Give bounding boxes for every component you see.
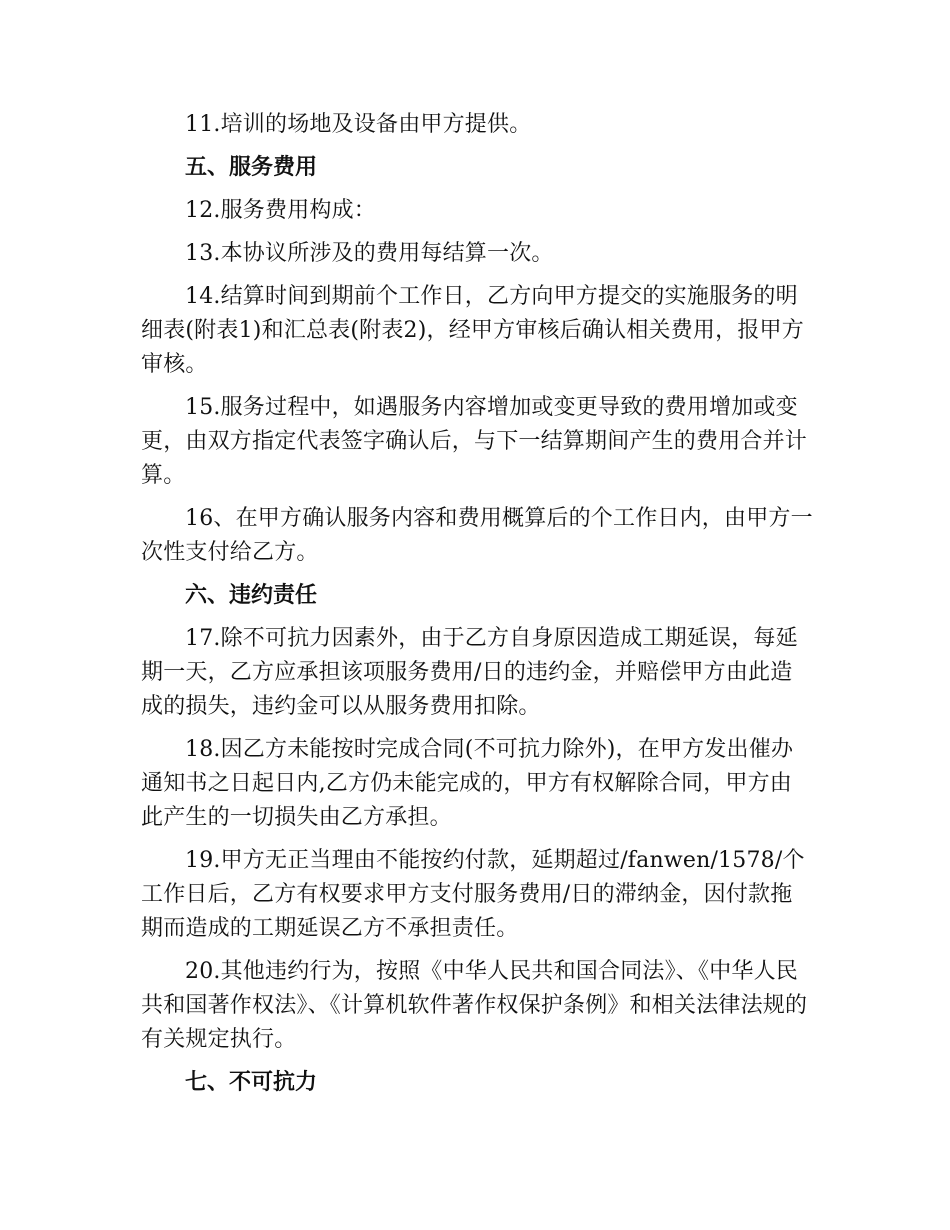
clause-17: 17.除不可抗力因素外，由于乙方自身原因造成工期延误，每延期一天，乙方应承担该项服务费用/日的违约金，并赔偿甲方由此造成的损失，违约金可以从服务费用扣除。 <box>141 626 798 719</box>
clause-12: 12.服务费用构成： <box>185 198 376 223</box>
section-heading-service-fees: 五、服务费用 <box>185 155 318 180</box>
section-heading-force-majeure: 七、不可抗力 <box>185 1070 318 1095</box>
clause-13: 13.本协议所涉及的费用每结算一次。 <box>185 241 554 266</box>
clause-19: 19.甲方无正当理由不能按约付款，延期超过/fanwen/1578/个工作日后，乙方有权要求甲方支付服务费用/日的滞纳金，因付款拖期而造成的工期延误乙方不承担责任。 <box>141 848 805 941</box>
clause-14: 14.结算时间到期前个工作日，乙方向甲方提交的实施服务的明细表(附表1)和汇总表(附表2)，经甲方审核后确认相关费用，报甲方审核。 <box>141 284 804 377</box>
section-heading-liability: 六、违约责任 <box>185 583 318 608</box>
document-body <box>141 108 813 1109</box>
clause-15: 15.服务过程中，如遇服务内容增加或变更导致的费用增加或变更，由双方指定代表签字确认后，与下一结算期间产生的费用合并计算。 <box>141 395 808 488</box>
clause-20: 20.其他违约行为，按照《中华人民共和国合同法》、《中华人民共和国著作权法》、《计算机软件著作权保护条例》和相关法律法规的有关规定执行。 <box>141 959 808 1052</box>
clause-11: 11.培训的场地及设备由甲方提供。 <box>185 112 532 137</box>
clause-18: 18.因乙方未能按时完成合同(不可抗力除外)，在甲方发出催办通知书之日起日内,乙方仍未能完成的，甲方有权解除合同，甲方由此产生的一切损失由乙方承担。 <box>141 737 794 830</box>
clause-16: 16、在甲方确认服务内容和费用概算后的个工作日内，由甲方一次性支付给乙方。 <box>141 506 813 565</box>
